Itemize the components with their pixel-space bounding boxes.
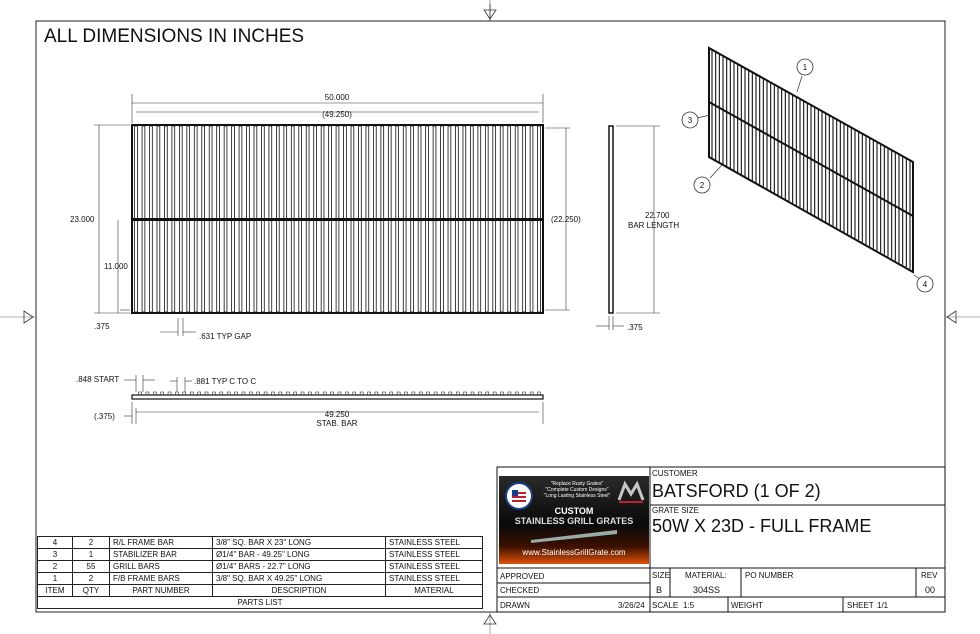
scale-value: 1:5 xyxy=(683,601,695,610)
dim-stabilizer-height: 11.000 xyxy=(104,262,128,271)
header-part: PART NUMBER xyxy=(110,585,213,597)
po-number-label: PO NUMBER xyxy=(745,571,794,580)
grate-size-value: 50W X 23D - FULL FRAME xyxy=(652,516,872,536)
grill-grate-image-icon xyxy=(529,528,619,544)
qty-cell: 55 xyxy=(73,561,110,573)
dim-stab-length: 49.250 xyxy=(324,410,350,419)
center-mark-top-icon xyxy=(484,4,496,21)
dim-frame-bar: .375 xyxy=(94,322,110,331)
table-header-row xyxy=(38,585,483,597)
logo-brand-line-1: CUSTOM xyxy=(554,506,594,516)
logo-tagline-1: "Replace Rusty Grates" xyxy=(550,481,604,487)
sheet-label: SHEET xyxy=(847,601,874,610)
description-cell: Ø1/4" BARS - 22.7" LONG xyxy=(213,561,386,573)
grate-size-label: GRATE SIZE xyxy=(652,506,699,515)
balloon-1-label: 1 xyxy=(802,63,808,72)
logo-tagline-2: "Complete Custom Designs" xyxy=(545,487,609,493)
material-cell: STAINLESS STEEL xyxy=(386,561,483,573)
parts-list-table xyxy=(37,536,483,609)
part-cell: R/L FRAME BAR xyxy=(110,537,213,549)
logo-url: www.StainlessGrillGrate.com xyxy=(522,548,626,557)
drawn-date: 3/26/24 xyxy=(618,601,645,610)
front-dimensions xyxy=(94,94,570,336)
table-caption-row xyxy=(38,597,483,609)
drawn-label: DRAWN xyxy=(500,601,530,610)
sheet-value: 1/1 xyxy=(877,601,889,610)
item-cell: 1 xyxy=(38,573,73,585)
company-logo xyxy=(499,476,649,564)
checked-label: CHECKED xyxy=(500,586,540,595)
dim-bar-length-value: 22.700 xyxy=(645,211,670,220)
table-row xyxy=(38,561,483,573)
qty-cell: 2 xyxy=(73,537,110,549)
logo-tagline-3: "Long Lasting Stainless Steel" xyxy=(543,493,611,499)
description-cell: 3/8" SQ. BAR X 23" LONG xyxy=(213,537,386,549)
material-cell: STAINLESS STEEL xyxy=(386,537,483,549)
part-cell: STABILIZER BAR xyxy=(110,549,213,561)
material-cell: STAINLESS STEEL xyxy=(386,573,483,585)
dim-stab-offset: (.375) xyxy=(94,412,115,421)
dim-bar-length-label: BAR LENGTH xyxy=(628,221,680,230)
item-cell: 2 xyxy=(38,561,73,573)
table-row xyxy=(38,573,483,585)
header-description: DESCRIPTION xyxy=(213,585,386,597)
dm-monogram-icon xyxy=(617,480,645,504)
item-cell: 3 xyxy=(38,549,73,561)
weight-label: WEIGHT xyxy=(731,601,763,610)
dim-side-thickness: .375 xyxy=(627,323,643,332)
part-cell: F/B FRAME BARS xyxy=(110,573,213,585)
header-item: ITEM xyxy=(38,585,73,597)
logo-brand-line-2: STAINLESS GRILL GRATES xyxy=(514,516,634,526)
parts-list-caption: PARTS LIST xyxy=(38,597,483,609)
approved-label: APPROVED xyxy=(500,572,545,581)
size-value: B xyxy=(656,585,663,595)
header-material: MATERIAL xyxy=(386,585,483,597)
header-qty: QTY xyxy=(73,585,110,597)
part-cell: GRILL BARS xyxy=(110,561,213,573)
dim-start: .848 START xyxy=(76,375,120,384)
qty-cell: 1 xyxy=(73,549,110,561)
balloon-3-label: 3 xyxy=(687,116,693,125)
table-row xyxy=(38,537,483,549)
dim-inner-width: (49.250) xyxy=(322,110,352,119)
dim-inner-height: (22.250) xyxy=(551,215,581,224)
item-cell: 4 xyxy=(38,537,73,549)
drawing-heading: ALL DIMENSIONS IN INCHES xyxy=(44,26,305,47)
customer-label: CUSTOMER xyxy=(652,469,698,478)
qty-cell: 2 xyxy=(73,573,110,585)
dim-c-to-c: .881 TYP C TO C xyxy=(194,377,257,386)
table-row xyxy=(38,549,483,561)
grate-front-view xyxy=(132,125,543,313)
balloon-4-label: 4 xyxy=(922,280,928,289)
rev-value: 00 xyxy=(925,585,936,595)
description-cell: 3/8" SQ. BAR X 49.25" LONG xyxy=(213,573,386,585)
grate-isometric-view xyxy=(682,48,933,292)
rev-label: REV xyxy=(921,571,938,580)
dim-stab-label: STAB. BAR xyxy=(316,419,358,428)
description-cell: Ø1/4" BAR - 49.25" LONG xyxy=(213,549,386,561)
customer-value: BATSFORD (1 OF 2) xyxy=(652,481,821,501)
dim-overall-width: 50.000 xyxy=(324,93,350,102)
material-cell: STAINLESS STEEL xyxy=(386,549,483,561)
balloon-2-label: 2 xyxy=(699,181,705,190)
scale-label: SCALE xyxy=(652,601,679,610)
material-value: 304SS xyxy=(693,585,721,595)
dim-gap: .631 TYP GAP xyxy=(199,332,252,341)
size-label: SIZE xyxy=(652,571,670,580)
dim-overall-height: 23.000 xyxy=(70,215,95,224)
material-label: MATERIAL: xyxy=(685,571,727,580)
